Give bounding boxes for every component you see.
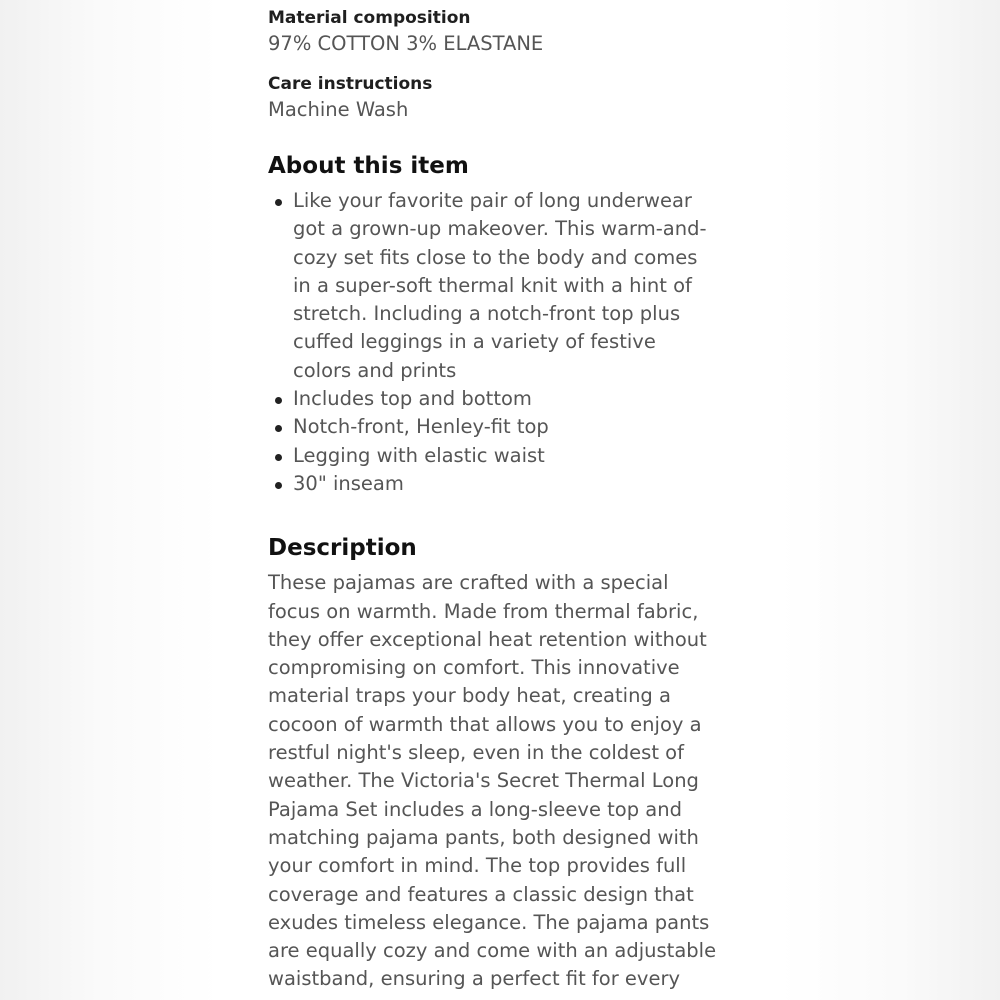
description-line: focus on warmth. Made from thermal fabric, xyxy=(268,599,699,623)
description-line: exudes timeless elegance. The pajama pants xyxy=(268,910,710,934)
about-bullet-line: got a grown-up makeover. This warm-and- xyxy=(293,217,707,241)
description-line: weather. The Victoria's Secret Thermal Long xyxy=(268,769,699,793)
description-line: waistband, ensuring a perfect fit for every xyxy=(268,967,681,991)
bullet-dot-icon xyxy=(275,482,282,489)
material-composition-label: Material composition xyxy=(268,8,471,28)
description-line: your comfort in mind. The top provides full xyxy=(268,854,687,878)
about-bullet-item xyxy=(268,385,738,413)
bullet-dot-icon xyxy=(275,199,282,206)
about-bullet-line: Notch-front, Henley-fit top xyxy=(293,415,549,439)
description-line: compromising on comfort. This innovative xyxy=(268,656,680,680)
description-line: Pajama Set includes a long-sleeve top and xyxy=(268,797,682,821)
description-line: coverage and features a classic design that xyxy=(268,882,694,906)
about-bullet-item xyxy=(268,442,738,470)
description-line: These pajamas are crafted with a special xyxy=(268,571,669,595)
about-bullet-item xyxy=(268,187,738,385)
about-bullet-list xyxy=(268,187,738,498)
about-this-item-heading: About this item xyxy=(268,153,469,179)
about-bullet-line: cuffed leggings in a variety of festive xyxy=(293,330,656,354)
about-bullet-line: cozy set fits close to the body and comes xyxy=(293,245,698,269)
material-composition-value: 97% COTTON 3% ELASTANE xyxy=(268,32,544,55)
description-line: are equally cozy and come with an adjustable xyxy=(268,939,717,963)
bullet-dot-icon xyxy=(275,454,282,461)
bullet-dot-icon xyxy=(275,425,282,432)
description-line: material traps your body heat, creating a xyxy=(268,684,671,708)
product-details-content xyxy=(268,6,738,994)
description-heading: Description xyxy=(268,535,417,562)
description-line: they offer exceptional heat retention without xyxy=(268,627,707,651)
care-instructions-label: Care instructions xyxy=(268,74,433,94)
care-instructions-value: Machine Wash xyxy=(268,98,409,121)
description-line: cocoon of warmth that allows you to enjoy a xyxy=(268,712,702,736)
about-bullet-line: Like your favorite pair of long underwear xyxy=(293,189,692,212)
description-line: restful night's sleep, even in the coldest of xyxy=(268,741,684,765)
about-bullet-line: Legging with elastic waist xyxy=(293,443,545,467)
about-bullet-line: 30" inseam xyxy=(293,471,404,495)
description-line: matching pajama pants, both designed with xyxy=(268,825,699,849)
description-text xyxy=(268,569,738,993)
about-bullet-line: stretch. Including a notch-front top plus xyxy=(293,302,681,326)
about-bullet-line: colors and prints xyxy=(293,358,457,382)
about-bullet-line: in a super-soft thermal knit with a hint of xyxy=(293,273,692,297)
bullet-dot-icon xyxy=(275,397,282,404)
about-bullet-line: Includes top and bottom xyxy=(293,387,532,411)
about-bullet-item xyxy=(268,413,738,441)
product-details-page xyxy=(247,0,754,1000)
about-bullet-item xyxy=(268,470,738,498)
